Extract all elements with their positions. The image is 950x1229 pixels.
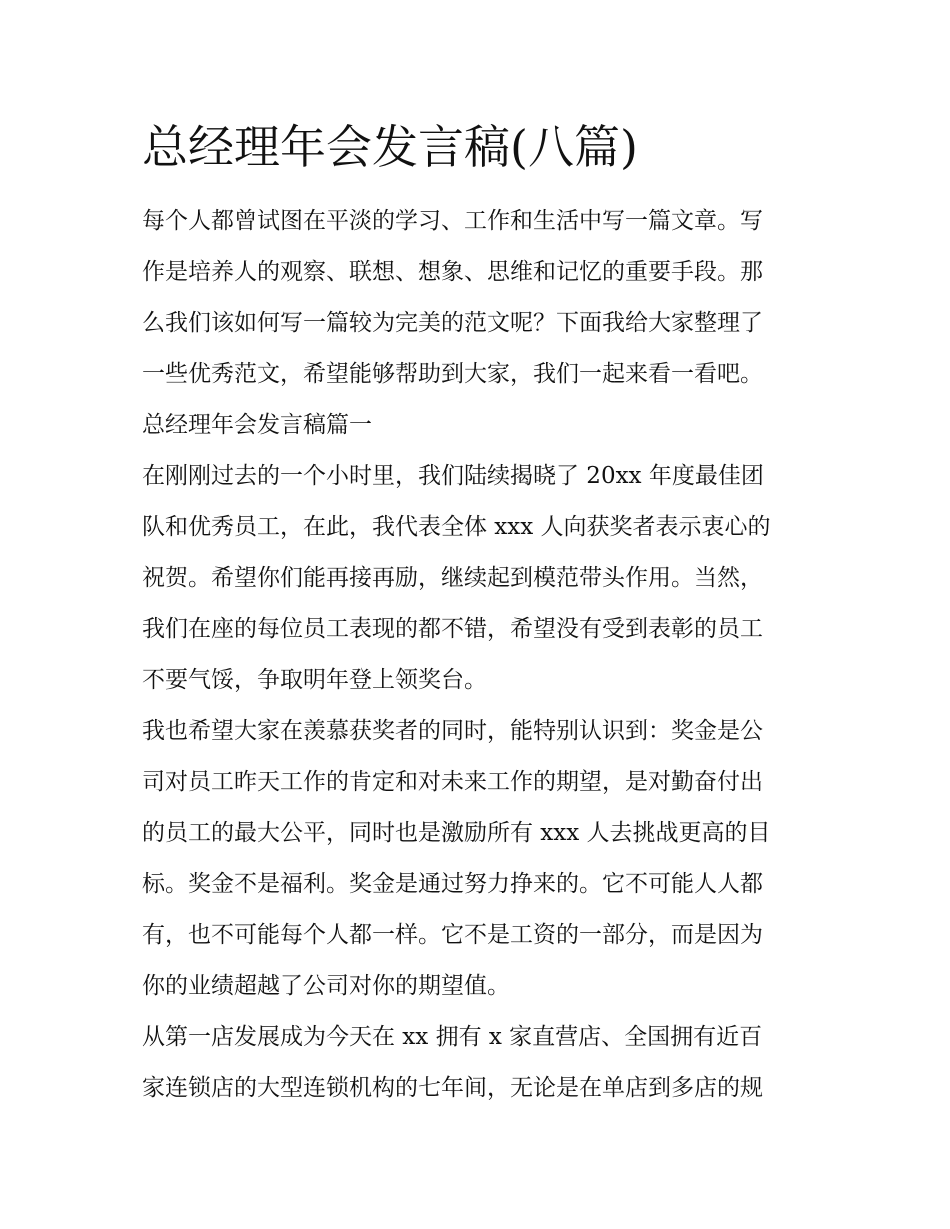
text-line: 的员工的最大公平，同时也是激励所有 xxx 人去挑战更高的目 — [142, 820, 771, 846]
document-body — [142, 196, 812, 1114]
text-line: 从第一店发展成为今天在 xx 拥有 x 家直营店、全国拥有近百 — [142, 1024, 763, 1050]
text-line: 有，也不可能每个人都一样。它不是工资的一部分，而是因为 — [142, 922, 763, 948]
text-line: 每个人都曾试图在平淡的学习、工作和生活中写一篇文章。写 — [142, 208, 763, 234]
text-line: 不要气馁，争取明年登上领奖台。 — [142, 667, 487, 693]
document-page — [142, 112, 812, 1114]
text-line: 我也希望大家在羡慕获奖者的同时，能特别认识到：奖金是公 — [142, 718, 763, 744]
text-line: 队和优秀员工，在此，我代表全体 xxx 人向获奖者表示衷心的 — [142, 514, 771, 540]
section-heading: 总经理年会发言稿篇一 — [142, 412, 372, 438]
text-line: 家连锁店的大型连锁机构的七年间，无论是在单店到多店的规 — [142, 1075, 763, 1101]
text-line: 作是培养人的观察、联想、想象、思维和记忆的重要手段。那 — [142, 259, 763, 285]
text-line: 一些优秀范文，希望能够帮助到大家，我们一起来看一看吧。 — [142, 361, 763, 387]
text-line: 祝贺。希望你们能再接再励，继续起到模范带头作用。当然， — [142, 565, 763, 591]
text-line: 司对员工昨天工作的肯定和对未来工作的期望，是对勤奋付出 — [142, 769, 763, 795]
text-line: 么我们该如何写一篇较为完美的范文呢？下面我给大家整理了 — [142, 310, 763, 336]
document-title: 总经理年会发言稿(八篇) — [142, 120, 638, 174]
text-line: 你的业绩超越了公司对你的期望值。 — [142, 973, 510, 999]
text-line: 标。奖金不是福利。奖金是通过努力挣来的。它不可能人人都 — [142, 871, 763, 897]
text-line: 在刚刚过去的一个小时里，我们陆续揭晓了 20xx 年度最佳团 — [142, 463, 764, 489]
text-line: 我们在座的每位员工表现的都不错，希望没有受到表彰的员工 — [142, 616, 763, 642]
